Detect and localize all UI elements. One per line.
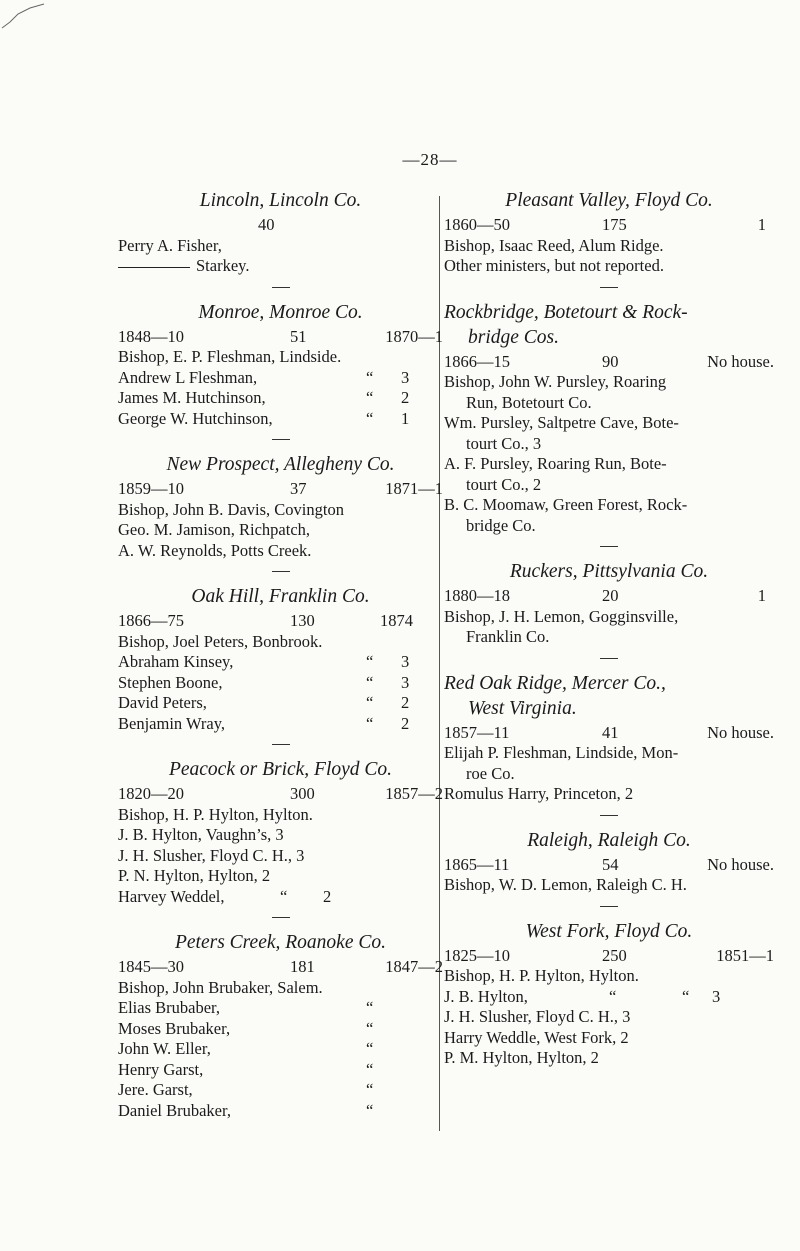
member-line: P. N. Hylton, Hylton, 2 [118, 866, 271, 885]
church-title: Peters Creek, Roanoke Co. [174, 932, 386, 953]
right-column [444, 188, 774, 1069]
member-line: bridge Co. [466, 515, 536, 535]
member-line: B. C. Moomaw, Green Forest, Rock- [444, 495, 688, 514]
ditto-mark: “ [366, 367, 374, 387]
member-line: tourt Co., 2 [466, 474, 542, 494]
section-separator [272, 571, 290, 572]
section-separator [272, 917, 290, 918]
stats-row: 1845—30 181 1847—2 [118, 957, 443, 976]
member-line [118, 256, 443, 277]
bishop-line: Bishop, H. P. Hylton, Hylton. [444, 966, 639, 985]
church-title: Rockbridge, Botetourt & Rock- bridge Cos. [444, 301, 688, 348]
ditto-mark: “ [366, 1080, 374, 1099]
section-separator [600, 287, 618, 288]
church-title: New Prospect, Allegheny Co. [166, 454, 395, 475]
stats-row: 1859—10 37 1871—1 [118, 479, 443, 498]
ditto-mark: “ [609, 986, 617, 1006]
bishop-line: Bishop, Isaac Reed, Alum Ridge. [444, 235, 664, 255]
bishop-line: Bishop, J. H. Lemon, Gogginsville, [444, 606, 679, 626]
ditto-mark: “ [366, 388, 374, 407]
church-entry-red-oak-ridge [444, 671, 774, 805]
section-separator [600, 658, 618, 659]
member-line: Franklin Co. [466, 627, 550, 646]
member-line: P. M. Hylton, Hylton, 2 [444, 1048, 599, 1067]
stats-row: 1866—75 130 1874 [118, 611, 413, 630]
member-line: Harvey Weddel, “ 2 [118, 886, 332, 906]
stats-row: 1857—11 41 No house. [444, 722, 774, 742]
member-line: J. H. Slusher, Floyd C. H., 3 [444, 1007, 631, 1026]
member-line: James M. Hutchinson, “ 2 [118, 388, 410, 407]
member-line: Henry Garst, “ [118, 1059, 374, 1079]
member-line: Elijah P. Fleshman, Lindside, Mon- [444, 743, 679, 762]
section-separator [600, 546, 618, 547]
blank-name-line [118, 267, 190, 268]
ditto-mark: “ [366, 652, 374, 671]
church-title: Pleasant Valley, Floyd Co. [505, 190, 713, 211]
member-line: A. W. Reynolds, Potts Creek. [118, 540, 312, 560]
member-line: Jere. Garst, “ [118, 1080, 374, 1099]
church-entry-rockbridge [444, 300, 774, 537]
church-title: Oak Hill, Franklin Co. [191, 586, 370, 607]
section-separator [272, 287, 290, 288]
member-line: Run, Botetourt Co. [466, 392, 592, 412]
church-entry-raleigh [444, 828, 774, 896]
stats-row: 1880—18 20 1 [444, 586, 766, 605]
ditto-mark: “ [366, 998, 374, 1017]
member-line: roe Co. [466, 763, 515, 783]
bishop-line: Bishop, W. D. Lemon, Raleigh C. H. [444, 875, 687, 894]
member-line: David Peters, “ 2 [118, 693, 410, 712]
member-line: Stephen Boone, “ 3 [118, 672, 410, 692]
ditto-mark: “ [366, 672, 374, 692]
corner-pencil-mark [0, 0, 60, 40]
member-line: Moses Brubaker, “ [118, 1018, 374, 1038]
church-entry-ruckers [444, 559, 774, 648]
church-entry-lincoln [118, 188, 443, 277]
church-title: Red Oak Ridge, Mercer Co., West Virginia. [444, 672, 666, 719]
section-separator [600, 906, 618, 907]
house: 1870—1 [385, 326, 443, 346]
church-entry-pleasant-valley [444, 188, 774, 277]
ditto-mark: “ [366, 693, 374, 712]
member-line: Elias Brubaber, “ [118, 998, 374, 1017]
ditto-mark: “ [366, 1100, 374, 1120]
church-entry-west-fork [444, 919, 774, 1069]
ditto-mark: “ [366, 1059, 374, 1079]
church-entry-peters-creek [118, 930, 443, 1121]
church-entry-oak-hill [118, 584, 443, 734]
church-title: West Fork, Floyd Co. [525, 920, 693, 942]
church-title: Ruckers, Pittsylvania Co. [509, 561, 709, 582]
stats-row: 1825—10 250 1851—1 [444, 945, 774, 965]
member-line: Benjamin Wray, “ 2 [118, 713, 410, 733]
member-line: John W. Eller, “ [118, 1039, 374, 1058]
stats-row: 1865—11 54 No house. [444, 854, 774, 874]
section-separator [272, 744, 290, 745]
member-line: Romulus Harry, Princeton, 2 [444, 784, 634, 803]
ditto-mark: “ [366, 713, 374, 733]
stats-row: 1820—20 300 1857—2 [118, 784, 443, 803]
member-line: Other ministers, but not reported. [444, 256, 664, 275]
page-number: —28— [402, 150, 458, 169]
bishop-line: Bishop, John W. Pursley, Roaring [444, 372, 667, 391]
ditto-mark: “ [280, 886, 288, 906]
stats-row [118, 327, 443, 348]
member-line: Geo. M. Jamison, Richpatch, [118, 520, 311, 539]
church-title: Raleigh, Raleigh Co. [527, 829, 691, 851]
member-line: Harry Weddle, West Fork, 2 [444, 1027, 629, 1047]
member-line: A. F. Pursley, Roaring Run, Bote- [444, 454, 667, 473]
stats-row: 1860—50 175 1 [444, 215, 766, 234]
ditto-mark: “ [682, 986, 690, 1006]
member-line: Bishop, John B. Davis, Covington [118, 499, 344, 519]
member-line: Andrew L Fleshman, “ 3 [118, 367, 410, 387]
church-entry-peacock [118, 757, 443, 907]
member-line: J. H. Slusher, Floyd C. H., 3 [118, 845, 305, 865]
church-entry-monroe [118, 300, 443, 430]
bishop-line: Bishop, Joel Peters, Bonbrook. [118, 631, 323, 651]
member-line: tourt Co., 3 [466, 433, 542, 453]
church-title: Monroe, Monroe Co. [198, 301, 363, 323]
member-line: J. B. Hylton, Vaughn’s, 3 [118, 825, 284, 844]
member-count: 40 [258, 215, 275, 234]
member-line: Daniel Brubaker, “ [118, 1100, 374, 1120]
member-surname: Starkey. [196, 256, 250, 275]
ditto-mark: “ [366, 1018, 374, 1038]
stats-row [118, 215, 443, 236]
church-entry-new-prospect [118, 452, 443, 561]
ditto-mark: “ [366, 1039, 374, 1058]
left-column [118, 188, 443, 1121]
ditto-mark: “ [366, 408, 374, 428]
member-line: Bishop, H. P. Hylton, Hylton. [118, 804, 313, 824]
bishop-line: Bishop, E. P. Fleshman, Lindside. [118, 347, 342, 366]
bishop-line: Bishop, John Brubaker, Salem. [118, 977, 323, 997]
member-line: Perry A. Fisher, [118, 235, 222, 255]
member-line: George W. Hutchinson, “ 1 [118, 408, 410, 428]
member-line: Abraham Kinsey, “ 3 [118, 652, 410, 671]
church-title: Lincoln, Lincoln Co. [199, 190, 362, 211]
section-separator [600, 815, 618, 816]
member-line: Wm. Pursley, Saltpetre Cave, Bote- [444, 413, 679, 432]
church-title: Peacock or Brick, Floyd Co. [168, 759, 393, 780]
member-line: J. B. Hylton, “ “ 3 [444, 986, 721, 1006]
section-separator [272, 439, 290, 440]
organized: 1848—10 [118, 326, 184, 346]
stats-row: 1866—15 90 No house. [444, 351, 774, 371]
members: 51 [290, 326, 307, 346]
